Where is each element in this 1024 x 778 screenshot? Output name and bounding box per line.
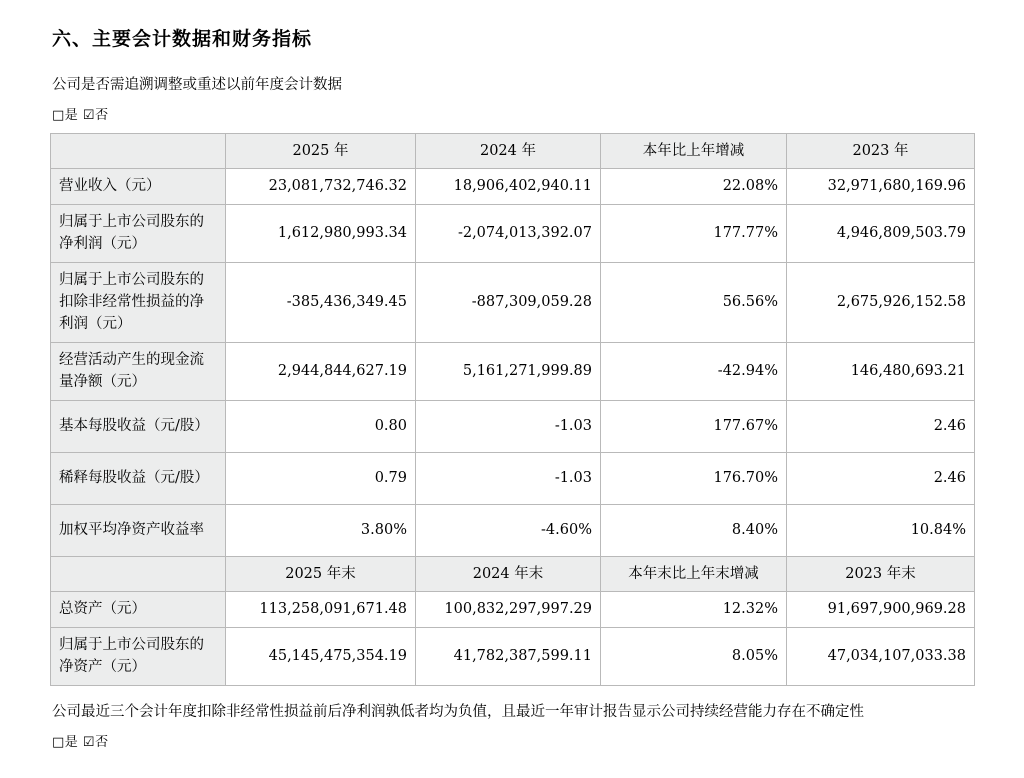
row-label: 营业收入（元） xyxy=(51,169,226,204)
cell-value: 2.46 xyxy=(787,452,975,504)
table-row xyxy=(51,169,975,204)
header-cell-2025-end: 2025 年末 xyxy=(226,556,416,591)
going-concern-note: 公司最近三个会计年度扣除非经常性损益前后净利润孰低者均为负值，且最近一年审计报告显示公司持续经营能力存在不确定性 xyxy=(52,703,864,720)
cell-value: -42.94% xyxy=(601,342,787,400)
cell-value: 5,161,271,999.89 xyxy=(416,342,601,400)
row-label: 加权平均净资产收益率 xyxy=(51,504,226,556)
table-row xyxy=(51,592,975,627)
table-header-row-period-end xyxy=(51,556,975,591)
header-cell-2024: 2024 年 xyxy=(416,133,601,168)
cell-value: 56.56% xyxy=(601,262,787,342)
table-row xyxy=(51,452,975,504)
cell-value: 2,675,926,152.58 xyxy=(787,262,975,342)
retrospective-adjustment-answer: □是 ☑否 xyxy=(52,107,109,123)
cell-value: 100,832,297,997.29 xyxy=(416,592,601,627)
cell-value: 2.46 xyxy=(787,400,975,452)
header-cell-2023-end: 2023 年末 xyxy=(787,556,975,591)
header-cell-blank xyxy=(51,133,226,168)
going-concern-answer: □是 ☑否 xyxy=(52,735,109,751)
cell-value: -4.60% xyxy=(416,504,601,556)
row-label: 归属于上市公司股东的净利润（元） xyxy=(51,204,226,262)
cell-value: 18,906,402,940.11 xyxy=(416,169,601,204)
row-label: 归属于上市公司股东的扣除非经常性损益的净利润（元） xyxy=(51,262,226,342)
cell-value: 4,946,809,503.79 xyxy=(787,204,975,262)
cell-value: 47,034,107,033.38 xyxy=(787,627,975,685)
cell-value: -385,436,349.45 xyxy=(226,262,416,342)
cell-value: -2,074,013,392.07 xyxy=(416,204,601,262)
cell-value: 0.80 xyxy=(226,400,416,452)
cell-value: -1.03 xyxy=(416,452,601,504)
cell-value: 177.67% xyxy=(601,400,787,452)
row-label: 稀释每股收益（元/股） xyxy=(51,452,226,504)
cell-value: 32,971,680,169.96 xyxy=(787,169,975,204)
cell-value: -1.03 xyxy=(416,400,601,452)
cell-value: 91,697,900,969.28 xyxy=(787,592,975,627)
cell-value: 2,944,844,627.19 xyxy=(226,342,416,400)
cell-value: 12.32% xyxy=(601,592,787,627)
row-label: 经营活动产生的现金流量净额（元） xyxy=(51,342,226,400)
table-row xyxy=(51,262,975,342)
cell-value: 41,782,387,599.11 xyxy=(416,627,601,685)
retrospective-adjustment-question: 公司是否需追溯调整或重述以前年度会计数据 xyxy=(52,77,342,93)
cell-value: 113,258,091,671.48 xyxy=(226,592,416,627)
page-title: 六、主要会计数据和财务指标 xyxy=(52,29,313,50)
header-cell-2025: 2025 年 xyxy=(226,133,416,168)
cell-value: 1,612,980,993.34 xyxy=(226,204,416,262)
row-label: 总资产（元） xyxy=(51,592,226,627)
cell-value: 177.77% xyxy=(601,204,787,262)
table-row xyxy=(51,342,975,400)
cell-value: 3.80% xyxy=(226,504,416,556)
cell-value: -887,309,059.28 xyxy=(416,262,601,342)
header-cell-change-end: 本年末比上年末增减 xyxy=(601,556,787,591)
header-cell-2023: 2023 年 xyxy=(787,133,975,168)
header-cell-2024-end: 2024 年末 xyxy=(416,556,601,591)
table-header-row-annual xyxy=(51,133,975,168)
row-label: 基本每股收益（元/股） xyxy=(51,400,226,452)
cell-value: 8.05% xyxy=(601,627,787,685)
cell-value: 8.40% xyxy=(601,504,787,556)
header-cell-blank xyxy=(51,556,226,591)
cell-value: 176.70% xyxy=(601,452,787,504)
table-row xyxy=(51,204,975,262)
cell-value: 22.08% xyxy=(601,169,787,204)
header-cell-change: 本年比上年增减 xyxy=(601,133,787,168)
row-label: 归属于上市公司股东的净资产（元） xyxy=(51,627,226,685)
table-row xyxy=(51,504,975,556)
cell-value: 23,081,732,746.32 xyxy=(226,169,416,204)
cell-value: 146,480,693.21 xyxy=(787,342,975,400)
table-row xyxy=(51,400,975,452)
table-row xyxy=(51,627,975,685)
financial-indicators-table xyxy=(50,133,975,686)
cell-value: 10.84% xyxy=(787,504,975,556)
cell-value: 0.79 xyxy=(226,452,416,504)
cell-value: 45,145,475,354.19 xyxy=(226,627,416,685)
